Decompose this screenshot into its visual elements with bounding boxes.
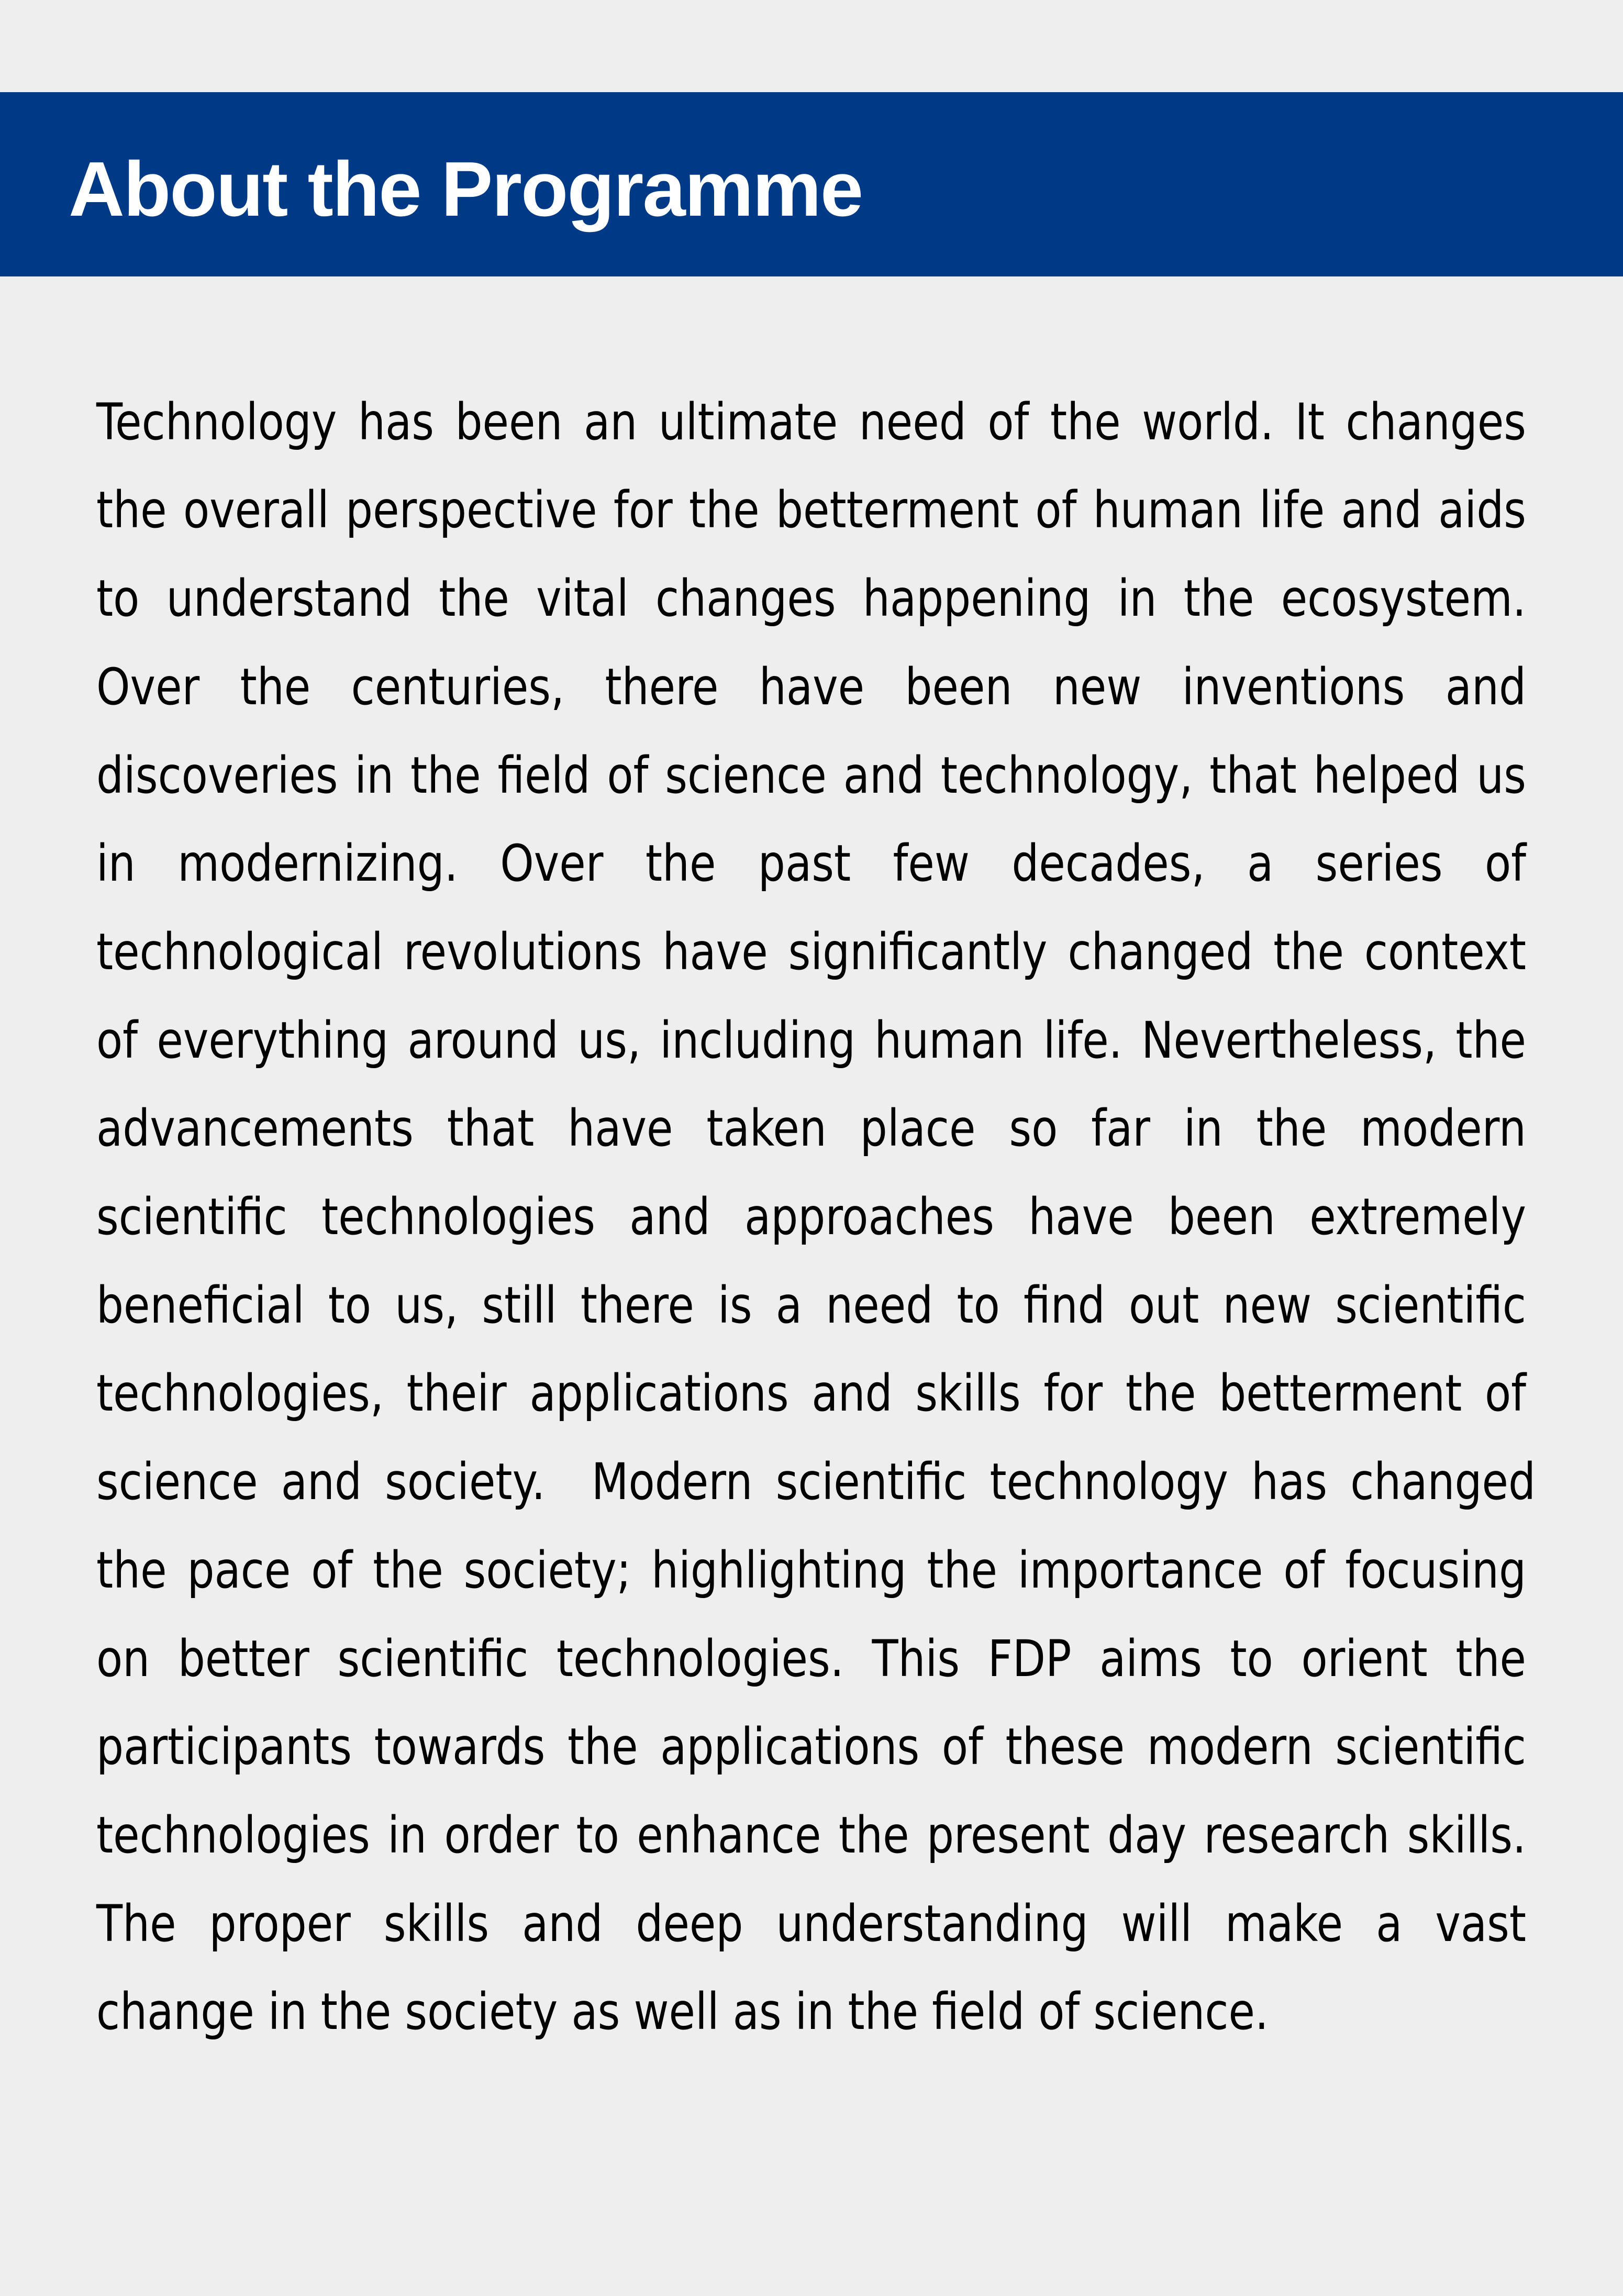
paragraph-line: technologies, their applications and skills for the betterment of: [96, 1364, 1527, 1423]
paragraph-line: The proper skills and deep understanding will make a vast: [96, 1894, 1527, 1953]
paragraph-line: Technology has been an ultimate need of the world. It changes: [96, 392, 1527, 451]
paragraph-line: the overall perspective for the betterment of human life and aids: [96, 481, 1527, 540]
paragraph-line: on better scientific technologies. This FDP aims to orient the: [96, 1629, 1527, 1688]
paragraph-line: science and society. Modern scientific technology has changed: [96, 1452, 1536, 1512]
paragraph-line: beneficial to us, still there is a need to find out new scientific: [96, 1275, 1527, 1335]
paragraph-line: discoveries in the field of science and technology, that helped us: [96, 746, 1527, 805]
section-header-band: [0, 92, 1623, 276]
paragraph-line: advancements that have taken place so far in the modern: [96, 1099, 1527, 1158]
paragraph-line: scientific technologies and approaches have been extremely: [96, 1188, 1527, 1247]
paragraph-line: technological revolutions have significantly changed the context: [96, 922, 1527, 981]
paragraph-line: to understand the vital changes happening in the ecosystem.: [96, 569, 1527, 628]
paragraph-line: of everything around us, including human life. Nevertheless, the: [96, 1011, 1527, 1070]
paragraph-line: Over the centuries, there have been new inventions and: [96, 657, 1527, 716]
paragraph-line: the pace of the society; highlighting the importance of focusing: [96, 1540, 1527, 1600]
paragraph-line-last: change in the society as well as in the field of science.: [96, 1982, 1269, 2042]
section-title: About the Programme: [69, 146, 863, 232]
paragraph-line: technologies in order to enhance the present day research skills.: [96, 1805, 1527, 1865]
paragraph-line: participants towards the applications of these modern scientific: [96, 1717, 1527, 1777]
paragraph-line: in modernizing. Over the past few decades, a series of: [96, 834, 1527, 893]
